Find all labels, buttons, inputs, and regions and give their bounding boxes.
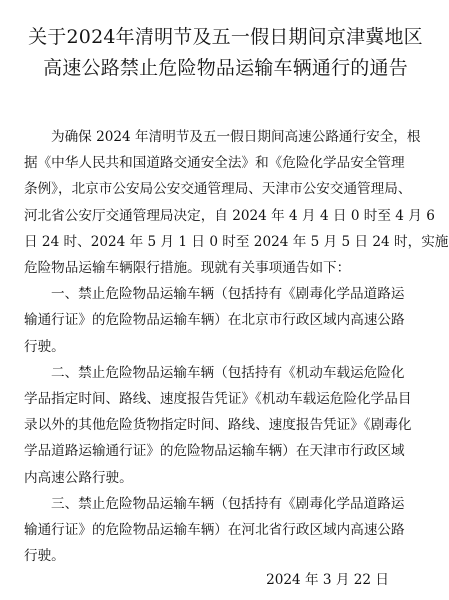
notice-date: 2024 年 3 月 22 日 — [266, 572, 389, 588]
text-line: 三、禁止危险物品运输车辆（包括持有《剧毒化学品道路运 — [51, 495, 405, 512]
notice-body — [24, 124, 449, 569]
text-line: 输通行证》的危险物品运输车辆）在北京市行政区域内高速公路 — [24, 312, 405, 329]
text-line: 据《中华人民共和国道路交通安全法》和《危险化学品安全管理 — [24, 155, 405, 172]
notice-title — [24, 22, 435, 84]
item-1-paragraph — [24, 281, 435, 360]
text-line: 行驶。 — [24, 338, 65, 355]
text-line: 日 24 时、2024 年 5 月 1 日 0 时至 2024 年 5 月 5 日 24 时，实施 — [24, 233, 449, 250]
text-line: 学品道路运输通行证》的危险物品运输车辆）在天津市行政区域 — [24, 443, 405, 460]
text-line: 条例》，北京市公安局公安交通管理局、天津市公安交通管理局、 — [24, 181, 412, 198]
item-3-paragraph — [24, 491, 435, 570]
text-line: 行驶。 — [24, 548, 65, 565]
title-line-2: 高速公路禁止危险物品运输车辆通行的通告 — [43, 57, 408, 79]
item-2-paragraph — [24, 360, 435, 491]
title-line-1: 关于2024年清明节及五一假日期间京津冀地区 — [28, 26, 423, 48]
text-line: 危险物品运输车辆限行措施。现就有关事项通告如下： — [24, 260, 351, 277]
text-line: 内高速公路行驶。 — [24, 469, 133, 486]
text-line: 录以外的其他危险货物指定时间、路线、速度报告凭证》《剧毒化 — [24, 417, 412, 434]
text-line: 为确保 2024 年清明节及五一假日期间高速公路通行安全，根 — [51, 129, 421, 145]
text-line: 输通行证》的危险物品运输车辆）在河北省行政区域内高速公路 — [24, 522, 405, 539]
intro-paragraph — [24, 124, 449, 281]
text-line: 学品指定时间、路线、速度报告凭证》《机动车载运危险化学品目 — [24, 391, 412, 408]
text-line: 二、禁止危险物品运输车辆（包括持有《机动车载运危险化 — [51, 364, 405, 381]
text-line: 河北省公安厅交通管理局决定，自 2024 年 4 月 4 日 0 时至 4 月 6 — [24, 207, 435, 224]
text-line: 一、禁止危险物品运输车辆（包括持有《剧毒化学品道路运 — [51, 286, 405, 303]
